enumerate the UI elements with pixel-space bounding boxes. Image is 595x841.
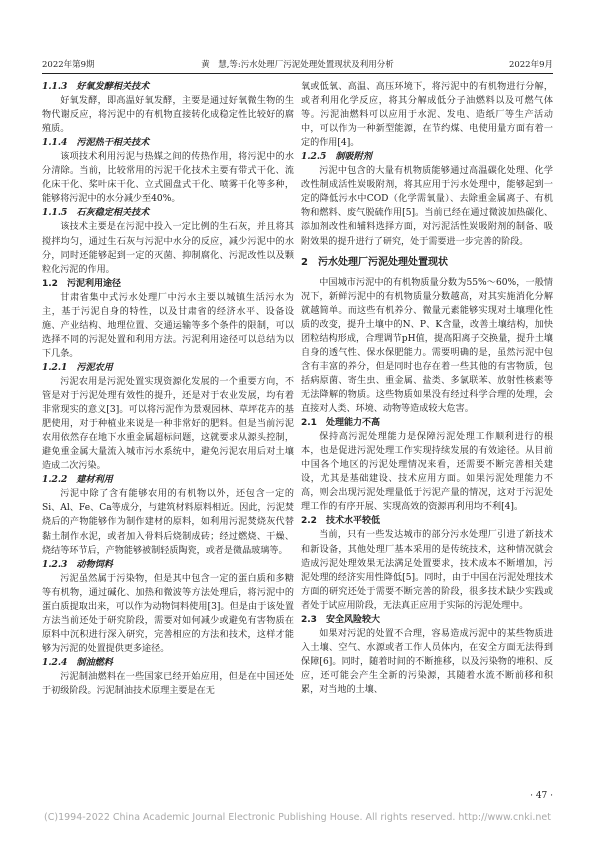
header-date: 2022年9月	[508, 60, 553, 70]
header-article-title: 黄 慧,等:污水处理厂污泥处理处置现状及利用分析	[201, 60, 394, 70]
subsubsection-heading: 1.1.5 石灰稳定相关技术	[42, 207, 150, 219]
paragraph: 当前，只有一些发达城市的部分污水处理厂引进了新技术和新设备，其他处理厂基本采用的是传统技术，这种情况就会造成污泥处理效果无法满足处置要求，技术成本不断增加，污泥处理的经济实用性降低[5]。同时，由于中国在污泥处理技术方面的研究还处于需要不断完善的阶段，很多技术缺少实践或者处于试应用阶段，无法真正应用于实际的污泥处理中。	[301, 530, 553, 611]
section-heading: 2 污水处理厂污泥处理处置现状	[301, 256, 448, 268]
subsubsection-heading: 1.1.4 污泥热干相关技术	[42, 137, 150, 149]
subsubsection-heading: 1.2.1 污泥农用	[42, 361, 113, 373]
paragraph: 保持高污泥处理能力是保障污泥处理工作顺利进行的根本，也是促进污泥处理工作实现持续发展的有效途径。从目前中国各个地区的污泥处理情况来看，还需要不断完善相关建设，尤其是基础建设、技术应用方面。如果污泥处理能力不高，则会出现污泥处理量低于污泥产量的情况，这对于污泥处理工作的有序开展、实现高效的资源再利用均不利[4]。	[301, 432, 553, 513]
paragraph: 氧或低氧、高温、高压环境下，将污泥中的有机物进行分解，或者利用化学反应，将其分解成低分子油燃料以及可燃气体等。污泥油燃料可以应用于水泥、发电、造纸厂等生产活动中，可以作为一种新型能源，在节约煤、电使用量方面有着一定的作用[4]。	[301, 82, 553, 149]
header-rule	[42, 73, 553, 74]
paragraph: 污泥农用是污泥处置实现资源化发展的一个重要方向，不管是对于污泥处理有效性的提升，还是对于农业发展，均有着非常现实的意义[3]。可以将污泥作为景观园林、草坪花卉的基肥使用，对于种植业来说是一种非常好的肥料。但是当前污泥农用依然存在地下水重金属超标问题，这就要求从源头控制，避免重金属大量流入城市污水系统中，避免污泥农用后对土壤造成二次污染。	[42, 376, 294, 472]
subsubsection-heading: 1.1.3 好氧发酵相关技术	[42, 81, 150, 92]
subsection-heading: 1.2 污泥利用途径	[42, 278, 121, 289]
running-header	[42, 58, 553, 72]
subsection-heading: 2.3 安全风险较大	[301, 614, 380, 625]
subsubsection-heading: 1.2.5 制吸附剂	[301, 151, 372, 163]
paragraph: 污泥虽然属于污染物，但是其中包含一定的蛋白质和多糖等有机物，通过碱化、加热和微波等方法处理后，将污泥中的蛋白质提取出来，可以作为动物饲料使用[3]。但是由于该处置方法当前还处于研究阶段，需要对如何减少或避免有害物质在原料中沉积进行深入研究，完善相应的方法和技术，这样才能够为污泥的处置提供更多途径。	[42, 573, 294, 654]
subsection-heading: 2.1 处理能力不高	[301, 418, 380, 429]
subsubsection-heading: 1.2.4 制油燃料	[42, 656, 113, 668]
paragraph: 污泥中除了含有能够农用的有机物以外，还包含一定的Si、Al、Fe、Ca等成分，与建筑材料原料相近。因此，污泥焚烧后的产物能够作为制作建材的原料，如利用污泥焚烧灰代替黏土制作水泥，或者加入骨料后烧制成砖；经过燃烧、干燥、烧结等环节后，产物能够被制轻质陶瓷，或者是微晶玻璃等。	[42, 489, 294, 556]
paragraph: 污泥中包含的大量有机物质能够通过高温碳化处理、化学改性制成活性炭吸附剂，将其应用于污水处理中，能够起到一定的降低污水中COD（化学需氧量）、去除重金属离子、有机物和燃料、废气脱硫作用[5]。当前已经在通过微波加热碳化、添加剂改性和辅料选择方面，对污泥活性炭吸附剂的制备、吸附效果的提升进行了研究，处于需要进一步完善的阶段。	[301, 166, 553, 247]
right-column	[301, 80, 553, 775]
paragraph: 中国城市污泥中的有机物质量分数为55%～60%，一般情况下，新鲜污泥中的有机物质量分数越高，对其实施消化分解就越简单。而这些有机养分、微量元素能够实现对土壤理化性质的改变，提升土壤中的N、P、K含量，改善土壤结构，加快团粒结构形成，合理调节pH值，提高阳离子交换量，提升土壤自身的透气性、保水保肥能力。需要明确的是，虽然污泥中包含有丰富的养分，但是同时也存在着一些其他的有害物质，包括病原菌、寄生虫、重金属、盐类、多氯联苯、放射性核素等无法降解的物质。这些物质如果没有经过科学合理的处理，会直接对人类、环境、动物等造成较大危害。	[301, 277, 553, 415]
subsubsection-heading: 1.2.3 动物饲料	[42, 558, 113, 570]
copyright-footer: (C)1994-2022 China Academic Journal Electronic Publishing House. All rights reserved. http://www.cnki.net	[44, 812, 551, 823]
subsubsection-heading: 1.2.2 建材利用	[42, 474, 113, 486]
header-issue: 2022年第9期	[42, 60, 95, 70]
subsection-heading: 2.2 技术水平较低	[301, 516, 380, 527]
paragraph: 该项技术利用污泥与热媒之间的传热作用，将污泥中的水分清除。当前，比较常用的污泥干化技术主要有带式干化、流化床干化、桨叶床干化、立式圆盘式干化、喷雾干化等多种，能够将污泥中的水分减少至40%。	[42, 152, 294, 205]
paragraph: 该技术主要是在污泥中投入一定比例的生石灰，并且将其搅拌均匀，通过生石灰与污泥中水分的反应，减少污泥中的水分，同时还能够起到一定的灭菌、抑制腐化、污泥改性以及颗粒化污泥的作用。	[42, 222, 294, 275]
paragraph: 如果对污泥的处置不合理，容易造成污泥中的某些物质进入土壤、空气、水源或者工作人员体内，在安全方面无法得到保障[6]。同时，随着时间的不断推移，以及污染物的堆积、反应，还可能会产生全新的污染源，其随着水流不断前移和积累，对当地的土壤、	[301, 628, 553, 695]
page-number: · 47 ·	[530, 791, 553, 801]
paragraph: 污泥制油燃料在一些国家已经开始应用，但是在中国还处于初级阶段。污泥制油技术原理主要是在无	[42, 671, 294, 697]
left-column	[42, 80, 294, 775]
paragraph: 好氧发酵，即高温好氧发酵，主要是通过好氧微生物的生物代谢反应，将污泥中的有机物直接转化成稳定性比较好的腐殖质。	[42, 96, 294, 135]
paragraph: 甘肃省集中式污水处理厂中污水主要以城镇生活污水为主，基于污泥自身的特性，以及甘肃省的经济水平、设备设施、产业结构、地理位置、交通运输等多个条件的限制，可以选择不同的污泥处置和利用方法。污泥利用途径可以总结为以下几条。	[42, 292, 294, 359]
